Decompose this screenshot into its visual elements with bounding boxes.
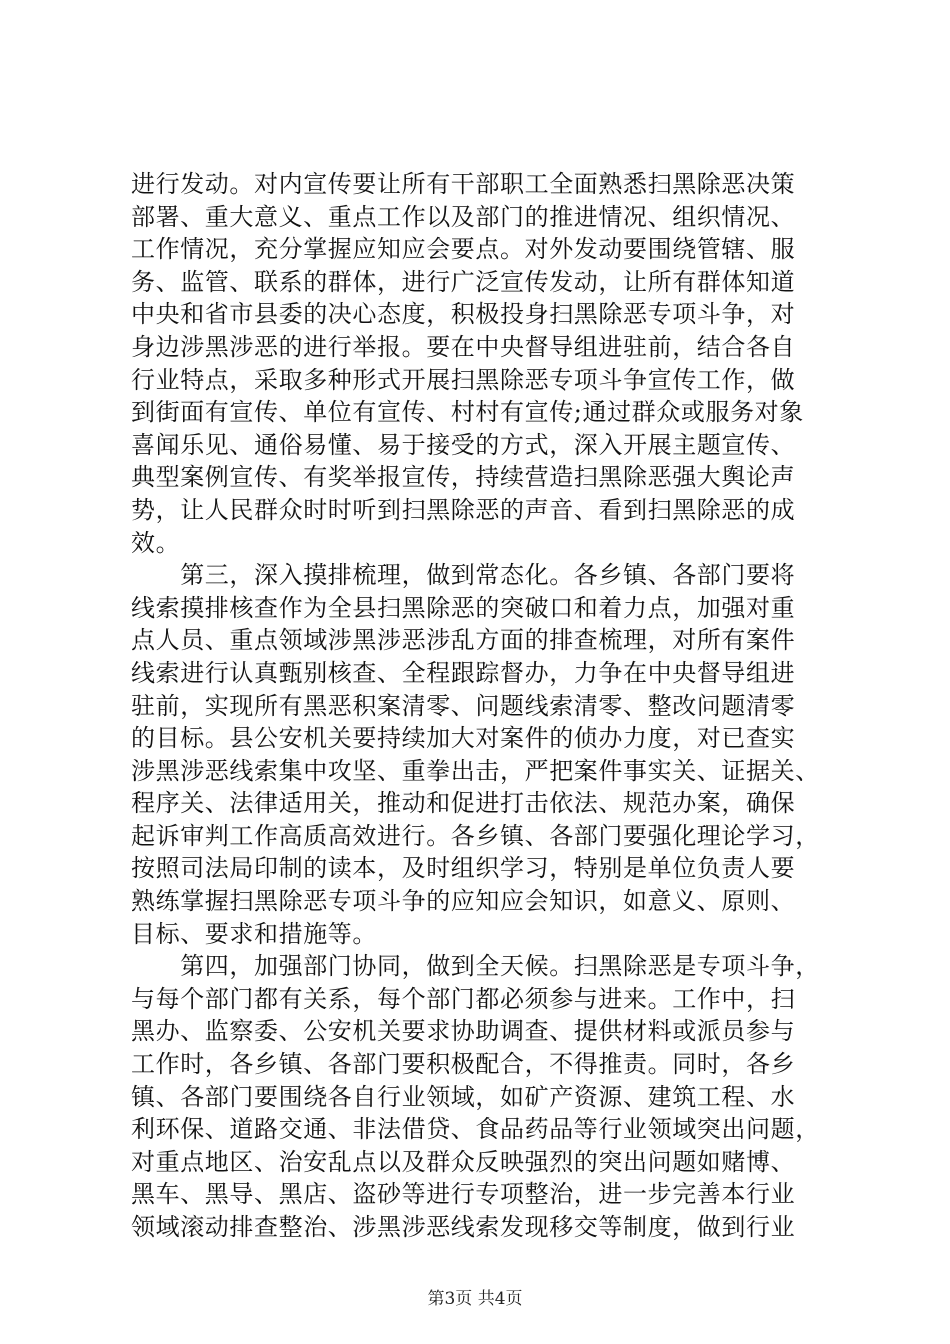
page-footer <box>0 1284 950 1309</box>
text-line: 点人员、重点领域涉黑涉恶涉乱方面的排查梳理，对所有案件 <box>131 626 796 655</box>
text-line: 黑办、监察委、公安机关要求协助调查、提供材料或派员参与 <box>131 1017 796 1046</box>
text-line: 行业特点，采取多种形式开展扫黑除恶专项斗争宣传工作，做 <box>131 365 796 394</box>
text-line: 驻前，实现所有黑恶积案清零、问题线索清零、整改问题清零 <box>131 691 796 720</box>
body-text <box>131 168 831 1244</box>
text-line: 喜闻乐见、通俗易懂、易于接受的方式，深入开展主题宣传、 <box>131 430 796 459</box>
text-line: 工作时，各乡镇、各部门要积极配合，不得推责。同时，各乡 <box>131 1050 796 1079</box>
text-line: 利环保、道路交通、非法借贷、食品药品等行业领域突出问题， <box>131 1115 820 1144</box>
text-line: 镇、各部门要围绕各自行业领域，如矿产资源、建筑工程、水 <box>131 1082 796 1111</box>
text-line: 势，让人民群众时时听到扫黑除恶的声音、看到扫黑除恶的成 <box>131 495 796 524</box>
text-line: 程序关、法律适用关，推动和促进打击依法、规范办案，确保 <box>131 789 796 818</box>
text-line: 第四，加强部门协同，做到全天候。扫黑除恶是专项斗争， <box>131 952 820 981</box>
text-line: 务、监管、联系的群体，进行广泛宣传发动，让所有群体知道 <box>131 267 796 296</box>
text-line: 到街面有宣传、单位有宣传、村村有宣传;通过群众或服务对象 <box>131 398 804 427</box>
text-line: 涉黑涉恶线索集中攻坚、重拳出击，严把案件事实关、证据关、 <box>131 756 820 785</box>
text-line: 与每个部门都有关系，每个部门都必须参与进来。工作中，扫 <box>131 984 796 1013</box>
text-line: 按照司法局印制的读本，及时组织学习，特别是单位负责人要 <box>131 854 796 883</box>
text-line: 身边涉黑涉恶的进行举报。要在中央督导组进驻前，结合各自 <box>131 332 796 361</box>
page-number-label: 第3页 共4页 <box>427 1289 523 1309</box>
text-line: 工作情况，充分掌握应知应会要点。对外发动要围绕管辖、服 <box>131 235 796 264</box>
text-line: 对重点地区、治安乱点以及群众反映强烈的突出问题如赌博、 <box>131 1147 796 1176</box>
text-line: 黑车、黑导、黑店、盗砂等进行专项整治，进一步完善本行业 <box>131 1180 796 1209</box>
text-line: 起诉审判工作高质高效进行。各乡镇、各部门要强化理论学习， <box>131 821 820 850</box>
text-line: 中央和省市县委的决心态度，积极投身扫黑除恶专项斗争，对 <box>131 300 796 329</box>
text-line: 目标、要求和措施等。 <box>131 919 377 948</box>
text-line: 典型案例宣传、有奖举报宣传，持续营造扫黑除恶强大舆论声 <box>131 463 796 492</box>
text-line: 效。 <box>131 528 181 557</box>
text-line: 第三，深入摸排梳理，做到常态化。各乡镇、各部门要将 <box>131 561 796 590</box>
text-line: 的目标。县公安机关要持续加大对案件的侦办力度，对已查实 <box>131 724 796 753</box>
text-line: 领域滚动排查整治、涉黑涉恶线索发现移交等制度，做到行业 <box>131 1213 796 1241</box>
text-line: 部署、重大意义、重点工作以及部门的推进情况、组织情况、 <box>131 202 796 231</box>
text-line: 线索进行认真甄别核查、全程跟踪督办，力争在中央督导组进 <box>131 658 796 687</box>
text-line: 进行发动。对内宣传要让所有干部职工全面熟悉扫黑除恶决策 <box>131 170 796 198</box>
text-line: 线索摸排核查作为全县扫黑除恶的突破口和着力点，加强对重 <box>131 593 796 622</box>
text-line: 熟练掌握扫黑除恶专项斗争的应知应会知识，如意义、原则、 <box>131 887 796 916</box>
